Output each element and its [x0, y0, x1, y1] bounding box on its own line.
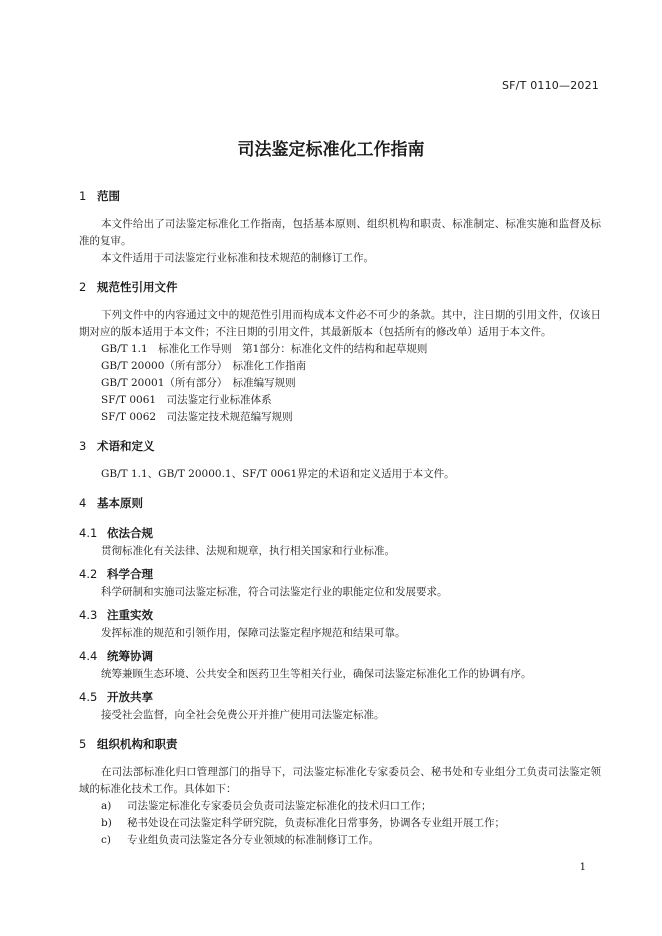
- paragraph: 本文件适用于司法鉴定行业标准和技术规范的制修订工作。: [101, 252, 374, 264]
- section-number: 2: [79, 280, 87, 294]
- section-number: 4: [79, 496, 87, 510]
- paragraph: 本文件给出了司法鉴定标准化工作指南，包括基本原则、组织机构和职责、标准制定、标准实施和监督及标准的复审。: [79, 218, 601, 247]
- list-marker: a): [101, 800, 112, 812]
- reference-item: GB/T 20001（所有部分） 标准编写规则: [101, 377, 296, 389]
- reference-item: SF/T 0061 司法鉴定行业标准体系: [101, 394, 272, 406]
- section-1-heading: [79, 186, 601, 206]
- paragraph: GB/T 1.1、GB/T 20000.1、SF/T 0061界定的术语和定义适用于本文件。: [101, 468, 455, 480]
- list-text: 秘书处设在司法鉴定科学研究院，负责标准化日常事务，协调各专业组开展工作；: [127, 817, 505, 829]
- subsection-title: 科学合理: [107, 567, 153, 581]
- standard-number: SF/T 0110—2021: [501, 79, 599, 92]
- list-text: 司法鉴定标准化专家委员会负责司法鉴定标准化的技术归口工作；: [127, 800, 432, 812]
- reference-item: GB/T 20000（所有部分） 标准化工作指南: [101, 360, 307, 372]
- section-2-heading: [79, 277, 601, 297]
- subsection-number: 4.5: [79, 690, 98, 704]
- list-marker: c): [101, 834, 111, 846]
- subsection-title: 依法合规: [107, 526, 153, 540]
- document-title: 司法鉴定标准化工作指南: [237, 140, 425, 160]
- section-3-heading: [79, 436, 601, 456]
- subsection-title: 统筹协调: [107, 649, 153, 663]
- subsection-number: 4.2: [79, 567, 98, 581]
- section-4-heading: [79, 493, 601, 513]
- subsection-4-1-heading: [79, 523, 601, 543]
- paragraph: 统筹兼顾生态环境、公共安全和医药卫生等相关行业，确保司法鉴定标准化工作的协调有序。: [101, 668, 532, 680]
- paragraph: 下列文件中的内容通过文中的规范性引用而构成本文件必不可少的条款。其中，注日期的引用文件，仅该日期对应的版本适用于本文件；不注日期的引用文件，其最新版本（包括所有的修改单）适用于本文件。: [79, 309, 601, 338]
- subsection-title: 注重实效: [107, 608, 153, 622]
- subsection-4-2-heading: [79, 564, 601, 584]
- paragraph: 贯彻标准化有关法律、法规和规章，执行相关国家和行业标准。: [101, 545, 395, 557]
- section-number: 5: [79, 737, 87, 751]
- subsection-title: 开放共享: [107, 690, 153, 704]
- subsection-number: 4.3: [79, 608, 98, 622]
- list-item: [79, 832, 601, 849]
- list-marker: b): [101, 817, 112, 829]
- subsection-4-4-heading: [79, 646, 601, 666]
- section-title: 基本原则: [97, 496, 143, 510]
- subsection-number: 4.1: [79, 526, 98, 540]
- paragraph: 发挥标准的规范和引领作用，保障司法鉴定程序规范和结果可靠。: [101, 627, 406, 639]
- list-text: 专业组负责司法鉴定各分专业领域的标准制修订工作。: [127, 834, 379, 846]
- reference-item: SF/T 0062 司法鉴定技术规范编写规则: [101, 411, 293, 423]
- page-number: 1: [579, 862, 586, 873]
- list-item: [79, 798, 601, 815]
- section-title: 术语和定义: [97, 439, 155, 453]
- subsection-4-5-heading: [79, 687, 601, 707]
- section-title: 范围: [97, 189, 120, 203]
- document-body: [79, 186, 601, 849]
- subsection-4-3-heading: [79, 605, 601, 625]
- paragraph: 在司法部标准化归口管理部门的指导下，司法鉴定标准化专家委员会、秘书处和专业组分工负责司法鉴定领域的标准化技术工作。具体如下：: [79, 766, 601, 795]
- section-title: 组织机构和职责: [97, 737, 178, 751]
- subsection-number: 4.4: [79, 649, 98, 663]
- section-5-heading: [79, 734, 601, 754]
- reference-item: GB/T 1.1 标准化工作导则 第1部分：标准化文件的结构和起草规则: [101, 343, 428, 355]
- paragraph: 科学研制和实施司法鉴定标准，符合司法鉴定行业的职能定位和发展要求。: [101, 586, 448, 598]
- section-title: 规范性引用文件: [97, 280, 178, 294]
- paragraph: 接受社会监督，向全社会免费公开并推广使用司法鉴定标准。: [101, 709, 385, 721]
- list-item: [79, 815, 601, 832]
- section-number: 1: [79, 189, 87, 203]
- section-number: 3: [79, 439, 87, 453]
